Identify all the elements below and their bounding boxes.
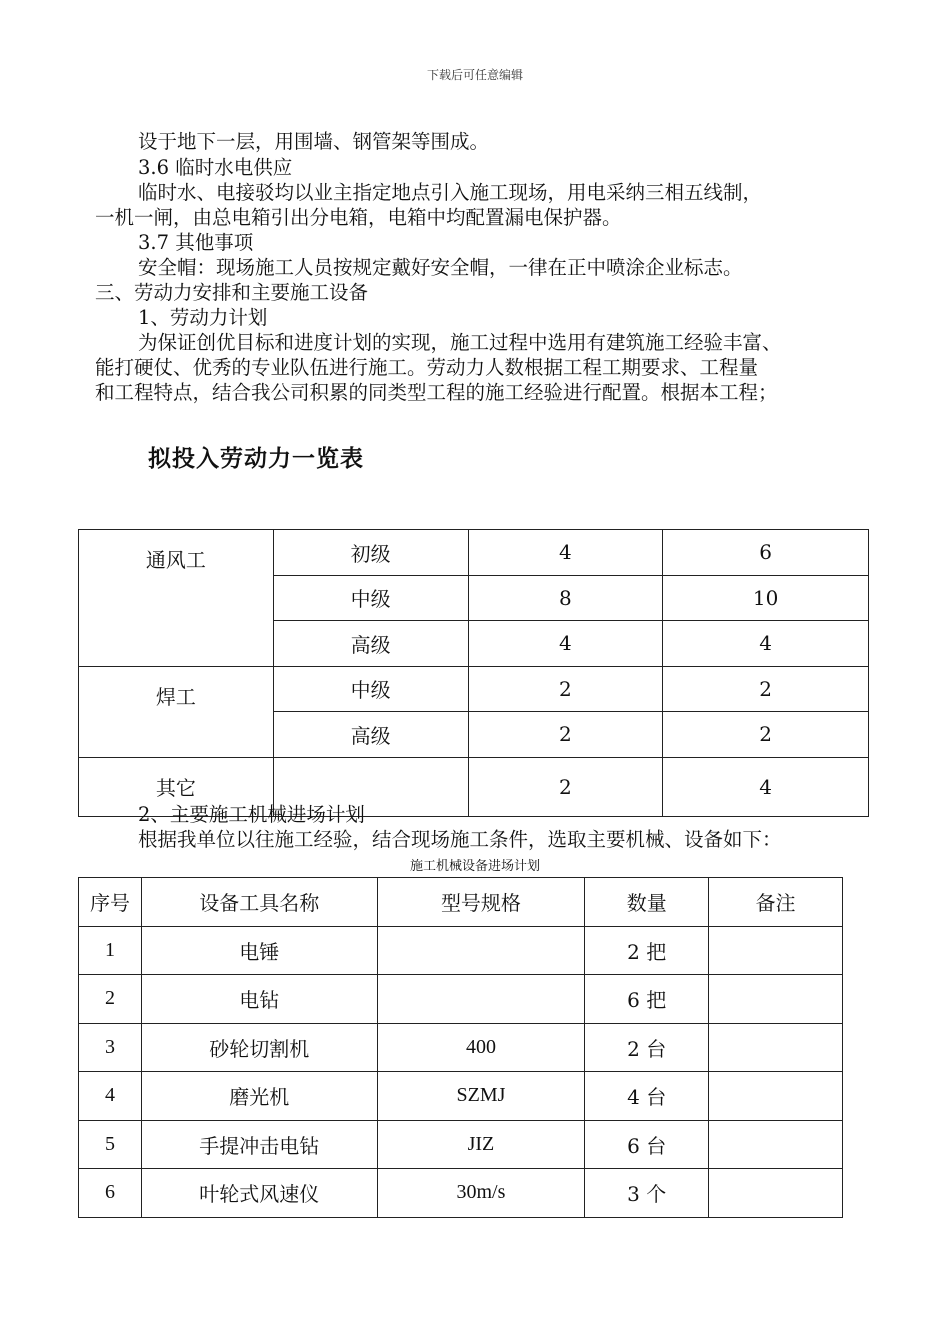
table-row — [79, 1023, 843, 1072]
equipment-name-cell: 电钻 — [141, 975, 377, 1024]
section-heading-3-6: 3.6 临时水电供应 — [138, 156, 293, 179]
table-row — [79, 1072, 843, 1121]
section-heading-3-7: 3.7 其他事项 — [138, 231, 254, 254]
equipment-model-cell: 30m/s — [377, 1169, 585, 1218]
equipment-model-cell: 400 — [377, 1023, 585, 1072]
labor-count-cell: 2 — [663, 666, 869, 712]
equipment-no-cell: 4 — [79, 1072, 142, 1121]
table-row — [79, 530, 869, 576]
equipment-note-cell — [709, 975, 843, 1024]
equipment-no-cell: 6 — [79, 1169, 142, 1218]
subsection-heading: 1、劳动力计划 — [138, 306, 268, 329]
table-row — [79, 666, 869, 712]
paragraph-line: 和工程特点，结合我公司积累的同类型工程的施工经验进行配置。根据本工程； — [95, 381, 778, 404]
equipment-no-cell: 1 — [79, 926, 142, 975]
equipment-qty-cell: 4 台 — [585, 1072, 709, 1121]
equipment-qty-cell: 2 台 — [585, 1023, 709, 1072]
labor-level-cell: 初级 — [273, 530, 468, 576]
equipment-qty-cell: 3 个 — [585, 1169, 709, 1218]
column-header: 型号规格 — [377, 878, 585, 927]
equipment-note-cell — [709, 926, 843, 975]
labor-count-cell: 2 — [468, 757, 663, 817]
equipment-qty-cell: 6 把 — [585, 975, 709, 1024]
equipment-table-caption: 施工机械设备进场计划 — [409, 859, 540, 874]
column-header: 序号 — [79, 878, 142, 927]
equipment-model-cell — [377, 926, 585, 975]
table-row — [79, 926, 843, 975]
labor-type-cell: 焊工 — [79, 666, 274, 757]
labor-table-title: 拟投入劳动力一览表 — [148, 445, 364, 472]
paragraph-line: 根据我单位以往施工经验，结合现场施工条件，选取主要机械、设备如下： — [138, 828, 782, 851]
paragraph-line: 为保证创优目标和进度计划的实现，施工过程中选用有建筑施工经验丰富、 — [138, 331, 782, 354]
labor-count-cell: 4 — [663, 757, 869, 817]
equipment-note-cell — [709, 1072, 843, 1121]
labor-count-cell: 4 — [663, 621, 869, 667]
column-header: 数量 — [585, 878, 709, 927]
labor-count-cell: 2 — [468, 712, 663, 758]
labor-type-cell: 通风工 — [79, 530, 274, 667]
table-row — [79, 975, 843, 1024]
labor-count-cell: 6 — [663, 530, 869, 576]
page-header: 下载后可任意编辑 — [426, 68, 523, 82]
table-row — [79, 1169, 843, 1218]
table-header-row — [79, 878, 843, 927]
equipment-model-cell — [377, 975, 585, 1024]
equipment-qty-cell: 2 把 — [585, 926, 709, 975]
subsection-heading: 2、主要施工机械进场计划 — [138, 803, 365, 826]
labor-level-cell: 高级 — [273, 712, 468, 758]
chapter-heading: 三、劳动力安排和主要施工设备 — [95, 281, 369, 304]
paragraph-line: 能打硬仗、优秀的专业队伍进行施工。劳动力人数根据工程工期要求、工程量 — [95, 356, 759, 379]
labor-count-cell: 4 — [468, 530, 663, 576]
equipment-no-cell: 5 — [79, 1120, 142, 1169]
equipment-name-cell: 砂轮切割机 — [141, 1023, 377, 1072]
labor-count-cell: 10 — [663, 575, 869, 621]
equipment-name-cell: 电锤 — [141, 926, 377, 975]
equipment-model-cell: JIZ — [377, 1120, 585, 1169]
equipment-no-cell: 2 — [79, 975, 142, 1024]
table-row — [79, 1120, 843, 1169]
equipment-name-cell: 手提冲击电钻 — [141, 1120, 377, 1169]
equipment-name-cell: 磨光机 — [141, 1072, 377, 1121]
labor-level-cell: 高级 — [273, 621, 468, 667]
equipment-note-cell — [709, 1169, 843, 1218]
equipment-model-cell: SZMJ — [377, 1072, 585, 1121]
paragraph-line: 临时水、电接驳均以业主指定地点引入施工现场，用电采纳三相五线制， — [138, 181, 763, 204]
paragraph-line: 安全帽：现场施工人员按规定戴好安全帽，一律在正中喷涂企业标志。 — [138, 256, 743, 279]
equipment-qty-cell: 6 台 — [585, 1120, 709, 1169]
paragraph-line: 一机一闸，由总电箱引出分电箱，电箱中均配置漏电保护器。 — [95, 206, 622, 229]
labor-count-cell: 4 — [468, 621, 663, 667]
labor-count-cell: 8 — [468, 575, 663, 621]
column-header: 设备工具名称 — [141, 878, 377, 927]
column-header: 备注 — [709, 878, 843, 927]
equipment-note-cell — [709, 1120, 843, 1169]
equipment-note-cell — [709, 1023, 843, 1072]
paragraph-line: 设于地下一层，用围墙、钢管架等围成。 — [138, 130, 490, 153]
labor-level-cell: 中级 — [273, 666, 468, 712]
labor-type-cell: 其它 — [79, 757, 274, 817]
equipment-table — [78, 877, 843, 1218]
labor-table — [78, 529, 869, 817]
labor-level-cell: 中级 — [273, 575, 468, 621]
equipment-no-cell: 3 — [79, 1023, 142, 1072]
equipment-name-cell: 叶轮式风速仪 — [141, 1169, 377, 1218]
labor-count-cell: 2 — [663, 712, 869, 758]
labor-count-cell: 2 — [468, 666, 663, 712]
